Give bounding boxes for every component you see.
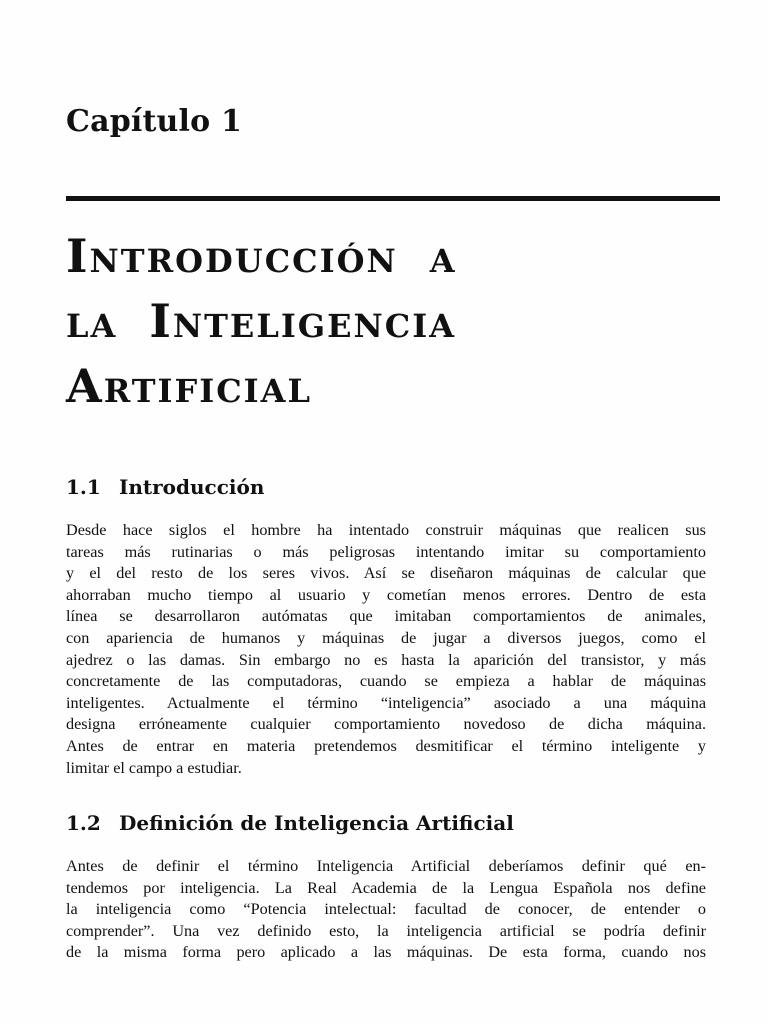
chapter-divider — [66, 196, 720, 201]
text-line: concretamente de las computadoras, cuando se empieza a hablar de máquinas — [66, 672, 706, 691]
section-number: 1.2 — [66, 811, 101, 835]
text-line: con apariencia de humanos y máquinas de jugar a diversos juegos, como el — [66, 628, 706, 647]
section-heading-definicion — [66, 810, 514, 836]
section-title: Introducción — [119, 475, 265, 499]
text-line: designa erróneamente cualquier comportamiento novedoso de dicha máquina. — [66, 715, 706, 734]
section-number: 1.1 — [66, 475, 101, 499]
chapter-title-line: la Inteligencia — [66, 294, 457, 348]
paragraph-definicion — [66, 856, 706, 964]
text-line: Desde hace siglos el hombre ha intentado construir máquinas que realicen sus — [66, 521, 706, 539]
text-line: Antes de entrar en materia pretendemos desmitificar el término inteligente y — [66, 736, 706, 755]
text-line: ahorraban mucho tiempo al usuario y cometían menos errores. Dentro de esta — [66, 585, 706, 604]
text-line: ajedrez o las damas. Sin embargo no es hasta la aparición del transistor, y más — [66, 650, 706, 669]
text-line: y el del resto de los seres vivos. Así se diseñaron máquinas de calcular que — [66, 564, 706, 583]
chapter-title — [66, 224, 457, 419]
text-line: inteligentes. Actualmente el término “inteligencia” asociado a una máquina — [66, 693, 706, 712]
text-line: línea se desarrollaron autómatas que imitaban comportamientos de animales, — [66, 607, 706, 626]
chapter-title-line: Artificial — [66, 359, 312, 413]
text-line: tareas más rutinarias o más peligrosas intentando imitar su comportamiento — [66, 542, 706, 561]
section-title: Definición de Inteligencia Artificial — [119, 811, 514, 835]
chapter-title-line: Introducción a — [66, 229, 457, 283]
text-line: de la misma forma pero aplicado a las máquinas. De esta forma, cuando nos — [66, 943, 706, 962]
text-line: tendemos por inteligencia. La Real Academia de la Lengua Española nos define — [66, 878, 706, 897]
chapter-label: Capítulo 1 — [66, 104, 243, 139]
section-heading-introduccion — [66, 474, 264, 500]
text-line: comprender”. Una vez definido esto, la inteligencia artificial se podría definir — [66, 921, 706, 940]
text-line: la inteligencia como “Potencia intelectual: facultad de conocer, de entender o — [66, 900, 706, 919]
text-line: limitar el campo a estudiar. — [66, 758, 242, 777]
text-line: Antes de definir el término Inteligencia Artificial deberíamos definir qué en- — [66, 857, 706, 875]
paragraph-introduccion — [66, 520, 706, 779]
